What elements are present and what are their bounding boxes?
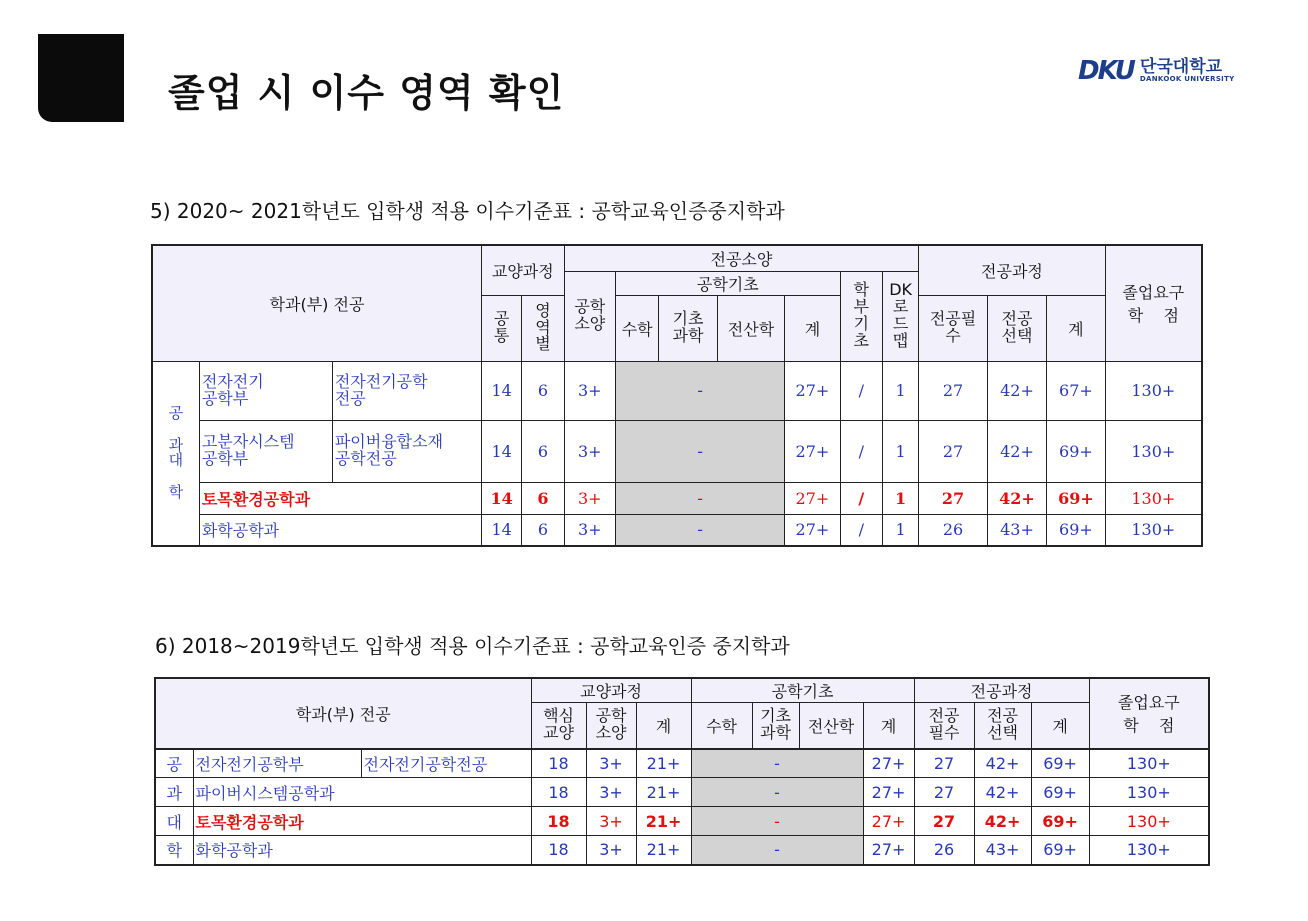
major-cell: 전자전기공학전공 [361,749,531,778]
area-cell: 6 [522,514,564,546]
eng-liberal-cell: 3+ [564,514,615,546]
math-header: 수학 [691,703,752,749]
eb-total-cell: 27+ [863,807,914,836]
major-total-header: 계 [1047,295,1105,361]
liberal-subtotal-cell: 21+ [636,749,691,778]
total-cell: 69+ [1031,749,1089,778]
eng-basic-cell: - [615,420,784,482]
eng-liberal-cell: 3+ [586,807,636,836]
major-course-header: 전공과정 [914,678,1089,703]
area-cell: 6 [522,420,564,482]
grad-header: 졸업요구 학 점 [1089,678,1209,749]
liberal-header: 교양과정 [481,245,564,295]
major-cell: 파이버융합소재 공학전공 [332,420,481,482]
eng-basic-cell: - [691,749,863,778]
area-cell: 6 [522,482,564,514]
eng-basic-cell: - [615,482,784,514]
college-cell: 대 [155,807,193,836]
total-cell: 69+ [1031,807,1089,836]
total-cell: 67+ [1047,361,1105,420]
school-basic-cell: / [840,482,882,514]
page-title: 졸업 시 이수 영역 확인 [168,71,565,115]
dk-cell: 1 [882,482,918,514]
req-cell: 27 [914,807,974,836]
core-cell: 18 [531,807,586,836]
elec-cell: 43+ [987,514,1046,546]
req-cell: 26 [914,836,974,865]
eb-total-cell: 27+ [863,836,914,865]
major-total-header: 계 [1031,703,1089,749]
logo-mark: DKU [1078,56,1134,86]
core-cell: 18 [531,836,586,865]
basic-sci-header: 기초 과학 [659,295,717,361]
eb-subtotal-cell: 27+ [785,361,840,420]
elec-cell: 42+ [974,749,1031,778]
eb-subtotal-cell: 27+ [785,514,840,546]
eb-total-cell: 27+ [863,778,914,807]
req-cell: 27 [919,482,988,514]
req-cell: 27 [914,778,974,807]
table-row [152,514,1202,546]
table-row [155,778,1209,807]
table-row [152,361,1202,420]
college-cell: 학 [155,836,193,865]
eb-total-header: 계 [863,703,914,749]
grad-header: 졸업요구 학 점 [1105,245,1202,361]
req-cell: 26 [919,514,988,546]
college-cell: 공 [155,749,193,778]
total-cell: 69+ [1047,514,1105,546]
total-cell: 69+ [1047,420,1105,482]
table-row [152,420,1202,482]
core-header: 핵심 교양 [531,703,586,749]
computing-header: 전산학 [717,295,785,361]
dept-cell: 토목환경공학과 [193,807,531,836]
dk-cell: 1 [882,361,918,420]
liberal-subtotal-cell: 21+ [636,778,691,807]
dk-cell: 1 [882,420,918,482]
table-row [155,749,1209,778]
major-req-header: 전공 필수 [914,703,974,749]
eng-basic-cell: - [615,361,784,420]
major-cell: 전자전기공학 전공 [332,361,481,420]
dept-cell: 화학공학과 [193,836,531,865]
area-cell: 6 [522,361,564,420]
eb-subtotal-cell: 27+ [785,482,840,514]
grad-cell: 130+ [1105,514,1202,546]
elec-cell: 42+ [987,361,1046,420]
eng-basic-cell: - [691,836,863,865]
dept-cell: 전자전기 공학부 [199,361,332,420]
table-row-highlight [152,482,1202,514]
req-cell: 27 [914,749,974,778]
table-row-highlight [155,807,1209,836]
grad-cell: 130+ [1089,749,1209,778]
liberal-header: 교양과정 [531,678,691,703]
common-cell: 14 [481,420,521,482]
major-req-header: 전공필 수 [919,295,988,361]
eng-basics-header: 공학기초 [615,271,840,295]
eng-liberal-cell: 3+ [586,778,636,807]
math-header: 수학 [615,295,658,361]
common-cell: 14 [481,482,521,514]
eng-liberal-cell: 3+ [586,749,636,778]
grad-cell: 130+ [1105,482,1202,514]
eng-liberal-cell: 3+ [564,361,615,420]
section2-heading: 6) 2018~2019학년도 입학생 적용 이수기준표 : 공학교육인증 중지학과 [155,634,790,658]
school-basic-cell: / [840,420,882,482]
common-cell: 14 [481,361,521,420]
elec-cell: 42+ [987,420,1046,482]
req-cell: 27 [919,420,988,482]
table-row [155,836,1209,865]
dept-header: 학과(부) 전공 [155,678,531,749]
elec-cell: 43+ [974,836,1031,865]
core-cell: 18 [531,749,586,778]
total-cell: 69+ [1047,482,1105,514]
common-cell: 14 [481,514,521,546]
eng-liberal-cell: 3+ [586,836,636,865]
dept-cell: 전자전기공학부 [193,749,361,778]
dk-cell: 1 [882,514,918,546]
eng-basic-cell: - [691,778,863,807]
major-elec-header: 전공 선택 [987,295,1046,361]
computing-header: 전산학 [799,703,863,749]
common-header: 공 통 [481,295,521,361]
basic-sci-header: 기초 과학 [752,703,799,749]
grad-cell: 130+ [1089,836,1209,865]
grad-cell: 130+ [1105,420,1202,482]
dk-roadmap-header: DK 로 드 맵 [882,271,918,361]
requirements-table-2020 [151,244,1203,547]
dept-cell: 고분자시스템 공학부 [199,420,332,482]
university-logo [1078,54,1235,88]
eng-liberal-header: 공학 소양 [564,271,615,361]
corner-block [38,34,124,122]
dept-cell: 파이버시스템공학과 [193,778,531,807]
liberal-subtotal-header: 계 [636,703,691,749]
elec-cell: 42+ [987,482,1046,514]
eb-subtotal-cell: 27+ [785,420,840,482]
requirements-table-2018 [154,677,1210,866]
college-cell: 공 과 대 학 [152,361,199,546]
grad-cell: 130+ [1089,778,1209,807]
major-elec-header: 전공 선택 [974,703,1031,749]
logo-english: DANKOOK UNIVERSITY [1139,75,1235,83]
area-header: 영 역 별 [522,295,564,361]
total-cell: 69+ [1031,836,1089,865]
major-basics-header: 전공소양 [564,245,919,271]
eng-liberal-cell: 3+ [564,420,615,482]
req-cell: 27 [919,361,988,420]
elec-cell: 42+ [974,807,1031,836]
elec-cell: 42+ [974,778,1031,807]
grad-cell: 130+ [1089,807,1209,836]
dept-cell: 토목환경공학과 [199,482,481,514]
core-cell: 18 [531,778,586,807]
eng-liberal-header: 공학 소양 [586,703,636,749]
college-cell: 과 [155,778,193,807]
total-cell: 69+ [1031,778,1089,807]
dept-header: 학과(부) 전공 [152,245,481,361]
eng-basic-cell: - [615,514,784,546]
eng-basics-header: 공학기초 [691,678,914,703]
school-basic-header: 학 부 기 초 [840,271,882,361]
eb-total-cell: 27+ [863,749,914,778]
eng-basic-cell: - [691,807,863,836]
logo-korean: 단국대학교 [1139,57,1223,77]
major-course-header: 전공과정 [919,245,1105,295]
dept-cell: 화학공학과 [199,514,481,546]
grad-cell: 130+ [1105,361,1202,420]
liberal-subtotal-cell: 21+ [636,807,691,836]
eng-liberal-cell: 3+ [564,482,615,514]
school-basic-cell: / [840,514,882,546]
eb-subtotal-header: 계 [785,295,840,361]
liberal-subtotal-cell: 21+ [636,836,691,865]
school-basic-cell: / [840,361,882,420]
section1-heading: 5) 2020~ 2021학년도 입학생 적용 이수기준표 : 공학교육인증중지학과 [150,199,785,223]
